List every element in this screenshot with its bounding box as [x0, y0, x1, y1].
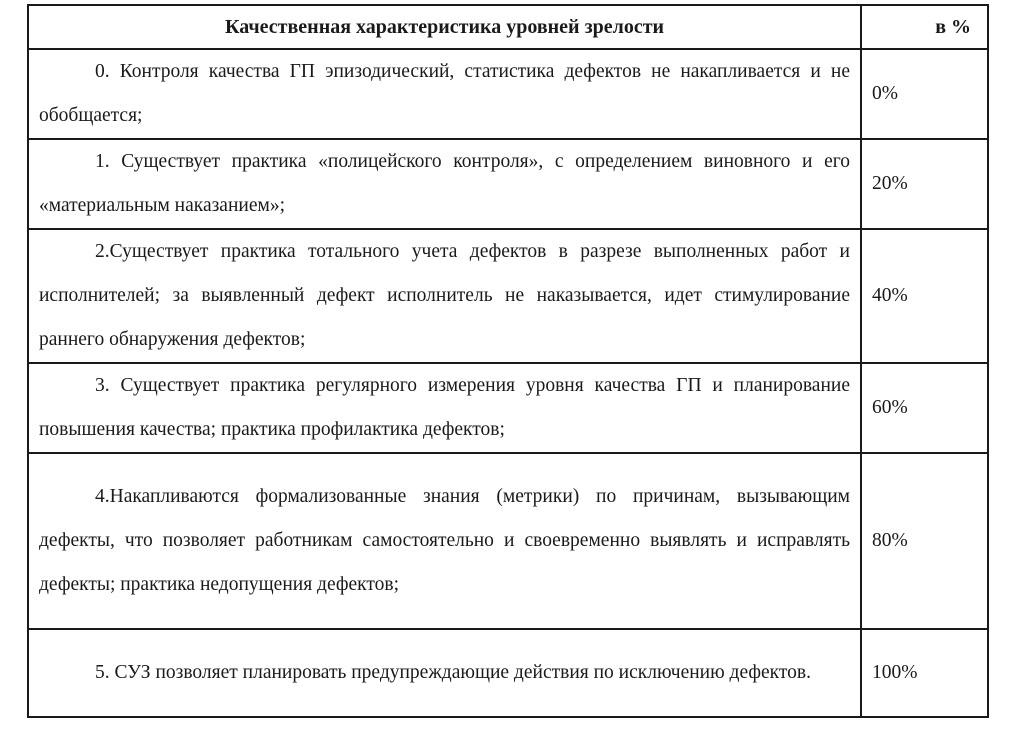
level-description: 1. Существует практика «полицейского контроля», с определением виновного и его «материальным наказанием»;: [28, 139, 861, 229]
table-row: [28, 363, 988, 453]
level-percent: 100%: [861, 629, 988, 717]
level-description: 5. СУЗ позволяет планировать предупреждающие действия по исключению дефектов.: [28, 629, 861, 717]
level-description: 2.Существует практика тотального учета дефектов в разрезе выполненных работ и исполнителей; за выявленный дефект исполнитель не наказывается, идет стимулирование раннего обнаружения дефектов;: [28, 229, 861, 363]
header-percent: в %: [861, 5, 988, 49]
table-row: [28, 139, 988, 229]
header-description: Качественная характеристика уровней зрелости: [28, 5, 861, 49]
level-percent: 80%: [861, 453, 988, 629]
table-row: [28, 49, 988, 139]
maturity-levels-table: [27, 4, 989, 718]
level-percent: 60%: [861, 363, 988, 453]
table-row: [28, 453, 988, 629]
level-description: 4.Накапливаются формализованные знания (метрики) по причинам, вызывающим дефекты, что позволяет работникам самостоятельно и своевременно выявлять и исправлять дефекты; практика недопущения дефектов;: [28, 453, 861, 629]
table-row: [28, 629, 988, 717]
level-percent: 0%: [861, 49, 988, 139]
table-header-row: [28, 5, 988, 49]
level-percent: 20%: [861, 139, 988, 229]
level-description: 0. Контроля качества ГП эпизодический, статистика дефектов не накапливается и не обобщается;: [28, 49, 861, 139]
level-description: 3. Существует практика регулярного измерения уровня качества ГП и планирование повышения качества; практика профилактика дефектов;: [28, 363, 861, 453]
level-percent: 40%: [861, 229, 988, 363]
table-row: [28, 229, 988, 363]
